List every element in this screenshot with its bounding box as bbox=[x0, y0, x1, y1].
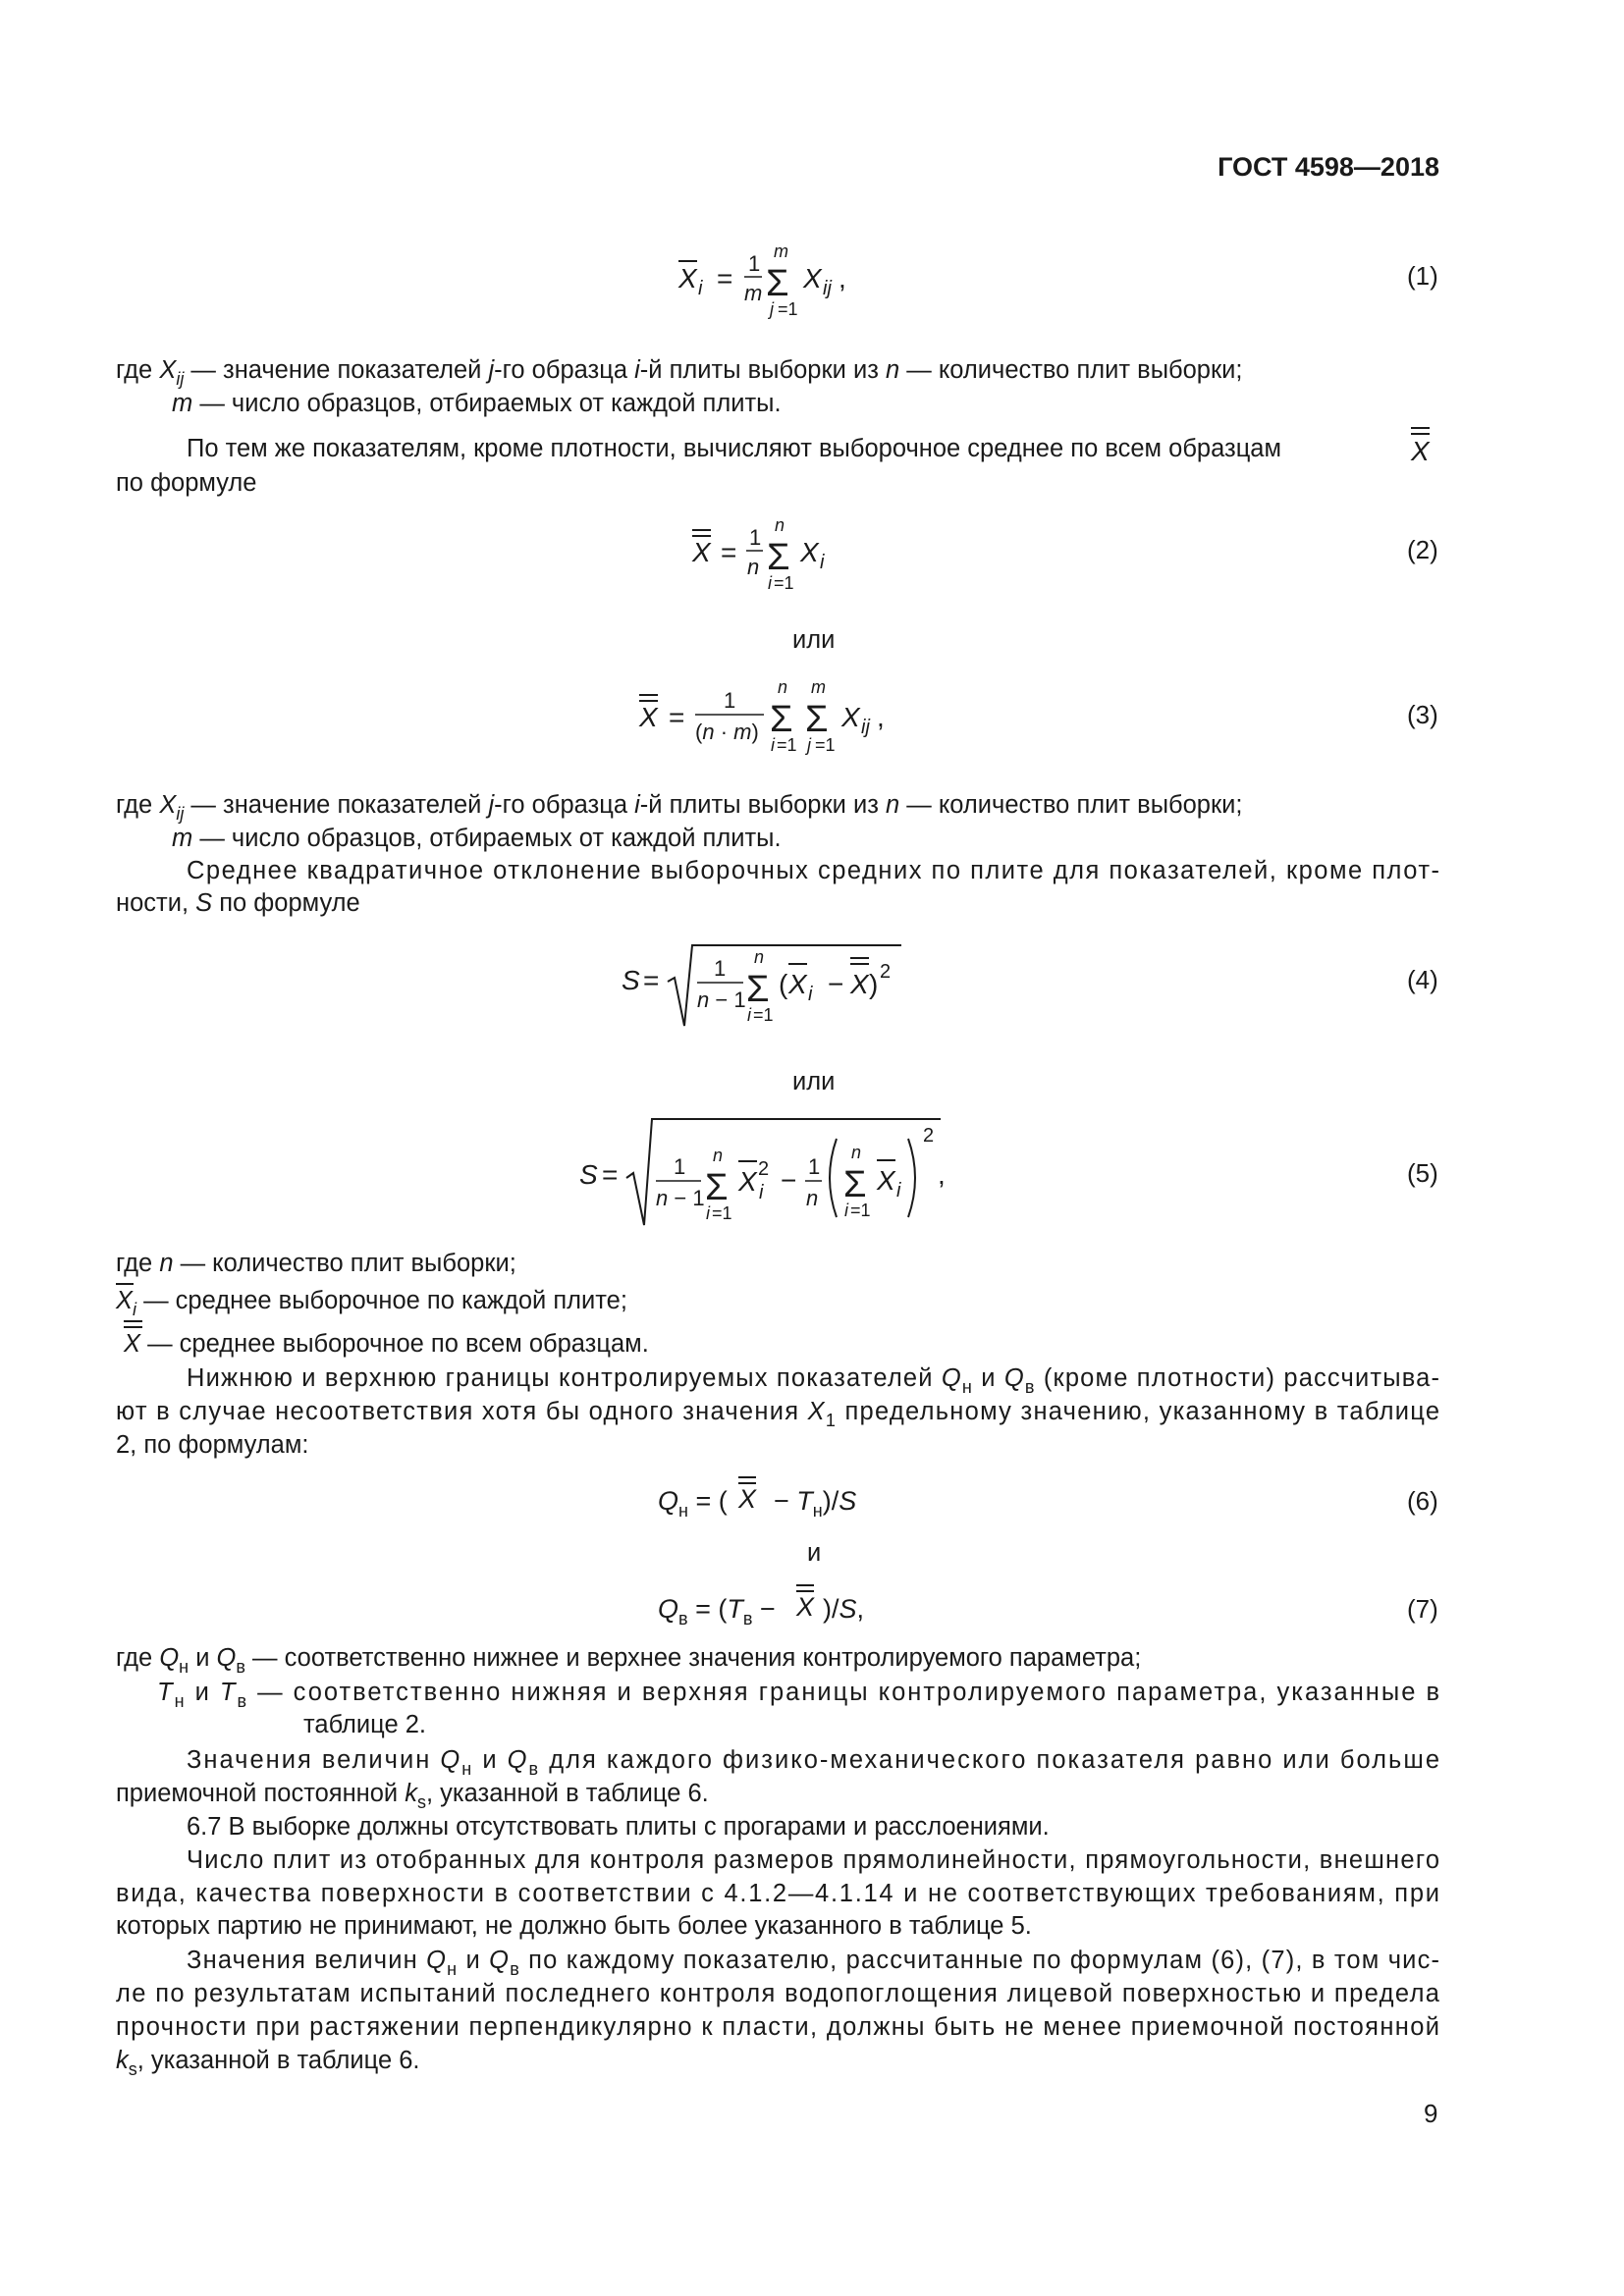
svg-text:Σ: Σ bbox=[843, 1164, 867, 1205]
svg-text:=1: =1 bbox=[777, 735, 797, 755]
svg-text:n − 1: n − 1 bbox=[697, 988, 746, 1012]
svg-text:Σ: Σ bbox=[766, 263, 789, 304]
p-same-line1: По тем же показателям, кроме плотности, вычисляют выборочное среднее по всем образцам bbox=[187, 435, 1282, 462]
svg-text:i: i bbox=[759, 1182, 764, 1203]
where1-line2: m — число образцов, отбираемых от каждой плиты. bbox=[172, 390, 782, 417]
svg-text:=: = bbox=[669, 702, 685, 732]
svg-text:i: i bbox=[747, 1005, 751, 1025]
svg-text:1: 1 bbox=[748, 251, 761, 276]
p-sd-line2: ности, S по формуле bbox=[116, 889, 360, 917]
svg-text:=1: =1 bbox=[850, 1201, 871, 1220]
standard-designation: ГОСТ 4598—2018 bbox=[1218, 152, 1439, 182]
svg-text:Qн = (: $Q_н$ = ( bbox=[658, 1486, 728, 1521]
p-values-line2: приемочной постоянной $k_s$, указанной в таблице 6. bbox=[116, 1780, 709, 1812]
svg-text:X: X bbox=[738, 1166, 757, 1197]
connector-or-1: или bbox=[792, 626, 836, 654]
svg-text:S: S bbox=[622, 965, 640, 995]
equation-number-5: (5) bbox=[1407, 1158, 1438, 1188]
p-bounds-line1: Нижнюю и верхнюю границы контролируемых показателей $Q_н$ и $Q_в$ (кроме плотности) рассчитыва- bbox=[187, 1364, 1439, 1397]
svg-text:−: − bbox=[828, 969, 844, 999]
p-6-7: 6.7 В выборке должны отсутствовать плиты с прогарами и расслоениями. bbox=[187, 1813, 1050, 1841]
svg-text:(n · m): (n · m) bbox=[695, 720, 759, 744]
connector-and: и bbox=[807, 1539, 822, 1567]
svg-text:− Tн)/S: − $T_н)/S$ bbox=[774, 1486, 857, 1521]
svg-text:X: X bbox=[800, 537, 819, 567]
where3-line1: где n — количество плит выборки; bbox=[116, 1250, 516, 1277]
where4-line2: T $_н$ и T $_в$ — соответственно нижняя и верхняя границы контролируемого параметра, указанные в bbox=[157, 1679, 1440, 1711]
p-count-line1: Число плит из отобранных для контроля размеров прямолинейности, прямоугольности, внешнего bbox=[187, 1846, 1439, 1874]
svg-text:m: m bbox=[811, 677, 826, 697]
svg-text:n: n bbox=[851, 1143, 862, 1162]
svg-text:ij: ij bbox=[861, 717, 870, 738]
equation-6 bbox=[658, 1477, 856, 1521]
svg-text:X: X bbox=[796, 1592, 815, 1622]
p-bounds-line2: ют в случае несоответствия хотя бы одного значения $X_1$ предельному значению, указанному в таблице bbox=[116, 1398, 1440, 1430]
svg-text:1: 1 bbox=[749, 525, 762, 550]
p-count-line2: вида, качества поверхности в соответствии с 4.1.2—4.1.14 и не соответствующих требованиям, при bbox=[116, 1880, 1439, 1907]
svg-text:=: = bbox=[602, 1159, 619, 1190]
equation-number-2: (2) bbox=[1407, 535, 1438, 564]
svg-text:): ) bbox=[869, 969, 879, 999]
svg-text:X — среднее выборочное по все: X — среднее выборочное по всем образцам. bbox=[124, 1330, 649, 1358]
svg-text:X: X bbox=[639, 702, 658, 732]
p-values-line1: Значения величин Q $_н$ и Q $_в$ для каждого физико-механического показателя равно или больше bbox=[187, 1746, 1439, 1779]
svg-text:=1: =1 bbox=[774, 573, 794, 593]
svg-text:X: X bbox=[1411, 436, 1430, 466]
where1-line1: где $X_{ij}$ — значение показателей j-го образца i-й плиты выборки из n — количество плит выборки; bbox=[116, 356, 1243, 389]
equation-7 bbox=[658, 1585, 864, 1629]
svg-text:=1: =1 bbox=[753, 1005, 774, 1025]
p-sd-line1: Среднее квадратичное отклонение выборочных средних по плите для показателей, кроме плот- bbox=[187, 857, 1439, 884]
svg-text:ij: ij bbox=[823, 278, 832, 299]
svg-text:Σ: Σ bbox=[767, 537, 790, 578]
svg-text:m: m bbox=[774, 241, 788, 261]
svg-text:Qв = (Tв −: $Q_в = (T_в$ − bbox=[658, 1594, 776, 1629]
svg-text:X: X bbox=[803, 263, 822, 294]
svg-text:,: , bbox=[839, 263, 846, 294]
svg-text:=: = bbox=[643, 965, 660, 995]
p-final-line2: ле по результатам испытаний последнего контроля водопоглощения лицевой поверхностью и предела bbox=[116, 1980, 1439, 2007]
svg-text:X: X bbox=[788, 969, 807, 999]
where3-line2 bbox=[115, 1284, 627, 1319]
p-bounds-line3: 2, по формулам: bbox=[116, 1431, 309, 1459]
connector-or-2: или bbox=[792, 1068, 836, 1095]
svg-text:i: i bbox=[896, 1180, 901, 1201]
svg-text:1: 1 bbox=[808, 1154, 821, 1179]
svg-text:2: 2 bbox=[923, 1125, 935, 1147]
equation-5 bbox=[579, 1119, 946, 1225]
svg-text:n: n bbox=[754, 947, 765, 967]
svg-text:1: 1 bbox=[714, 956, 727, 981]
svg-text:2: 2 bbox=[880, 961, 892, 983]
equation-2 bbox=[691, 515, 825, 593]
equation-4 bbox=[622, 945, 901, 1026]
svg-text:i: i bbox=[844, 1201, 848, 1220]
svg-text:i: i bbox=[698, 278, 703, 299]
p-final-line1: Значения величин $Q_н$ и $Q_в$ по каждому показателю, рассчитанные по формулам (6), (7), в том чис- bbox=[187, 1947, 1439, 1979]
p-count-line3: которых партию не принимают, не должно быть более указанного в таблице 5. bbox=[116, 1912, 1032, 1940]
equation-number-4: (4) bbox=[1407, 965, 1438, 994]
svg-text:2: 2 bbox=[758, 1158, 770, 1180]
equation-1 bbox=[677, 241, 846, 319]
svg-text:−: − bbox=[781, 1165, 797, 1196]
svg-text:=: = bbox=[717, 263, 733, 294]
svg-text:n: n bbox=[778, 677, 788, 697]
equation-number-3: (3) bbox=[1407, 700, 1438, 729]
equation-number-1: (1) bbox=[1407, 261, 1438, 291]
where3-line3 bbox=[123, 1321, 649, 1358]
svg-text:i: i bbox=[820, 552, 825, 573]
svg-text:i: i bbox=[768, 573, 772, 593]
svg-text:X: X bbox=[738, 1484, 757, 1514]
svg-text:1: 1 bbox=[674, 1154, 686, 1179]
svg-text:S: S bbox=[579, 1159, 598, 1190]
where2-line2: m — число образцов, отбираемых от каждой плиты. bbox=[172, 825, 782, 852]
svg-text:i: i bbox=[771, 735, 775, 755]
p-same-line2: по формуле bbox=[116, 469, 257, 497]
svg-text:Xi — среднее выборочное по каж: $X_i$ — среднее выборочное по каждой плите; bbox=[116, 1287, 627, 1319]
svg-text:n: n bbox=[747, 555, 760, 579]
page-number: 9 bbox=[1424, 2099, 1438, 2128]
where4-line3: таблице 2. bbox=[303, 1711, 427, 1738]
svg-text:Σ: Σ bbox=[705, 1167, 729, 1208]
svg-text:X: X bbox=[877, 1165, 895, 1196]
p-final-line4: $k_s$, указанной в таблице 6. bbox=[116, 2047, 420, 2079]
svg-text:n: n bbox=[713, 1146, 724, 1165]
svg-text:n − 1: n − 1 bbox=[656, 1186, 705, 1210]
svg-text:X: X bbox=[850, 969, 869, 999]
svg-text:Σ: Σ bbox=[770, 699, 793, 740]
svg-text:n: n bbox=[806, 1186, 819, 1210]
equation-3 bbox=[638, 677, 885, 755]
svg-text:(: ( bbox=[779, 969, 788, 999]
equation-number-6: (6) bbox=[1407, 1486, 1438, 1516]
svg-text:X: X bbox=[678, 263, 697, 294]
svg-text:i: i bbox=[808, 984, 813, 1005]
svg-text:m: m bbox=[744, 281, 763, 305]
svg-text:i: i bbox=[706, 1203, 710, 1223]
svg-text:j: j bbox=[807, 735, 811, 755]
svg-text:)/S,: )/S, bbox=[823, 1594, 865, 1624]
svg-text:j: j bbox=[770, 299, 774, 319]
svg-text:,: , bbox=[877, 702, 885, 732]
svg-text:Σ: Σ bbox=[746, 969, 770, 1010]
svg-text:X: X bbox=[841, 702, 860, 732]
svg-text:1: 1 bbox=[724, 688, 736, 713]
svg-text:=1: =1 bbox=[778, 299, 798, 319]
svg-text:=1: =1 bbox=[712, 1203, 732, 1223]
svg-text:=: = bbox=[721, 537, 737, 567]
p-final-line3: прочности при растяжении перпендикулярно к пласти, должны быть не менее приемочной постоянной bbox=[116, 2013, 1440, 2041]
equation-number-7: (7) bbox=[1407, 1594, 1438, 1624]
svg-text:=1: =1 bbox=[815, 735, 836, 755]
svg-text:,: , bbox=[938, 1159, 946, 1190]
where2-line1: где $X_{ij}$ — значение показателей j-го образца i-й плиты выборки из n — количество плит выборки; bbox=[116, 791, 1243, 824]
svg-text:n: n bbox=[775, 515, 785, 535]
double-bar-x-inline bbox=[1410, 428, 1431, 466]
svg-text:X: X bbox=[692, 537, 711, 567]
where4-line1: где $Q_н$ и $Q_в$ — соответственно нижнее и верхнее значения контролируемого параметра; bbox=[116, 1644, 1142, 1677]
svg-text:Σ: Σ bbox=[805, 699, 829, 740]
